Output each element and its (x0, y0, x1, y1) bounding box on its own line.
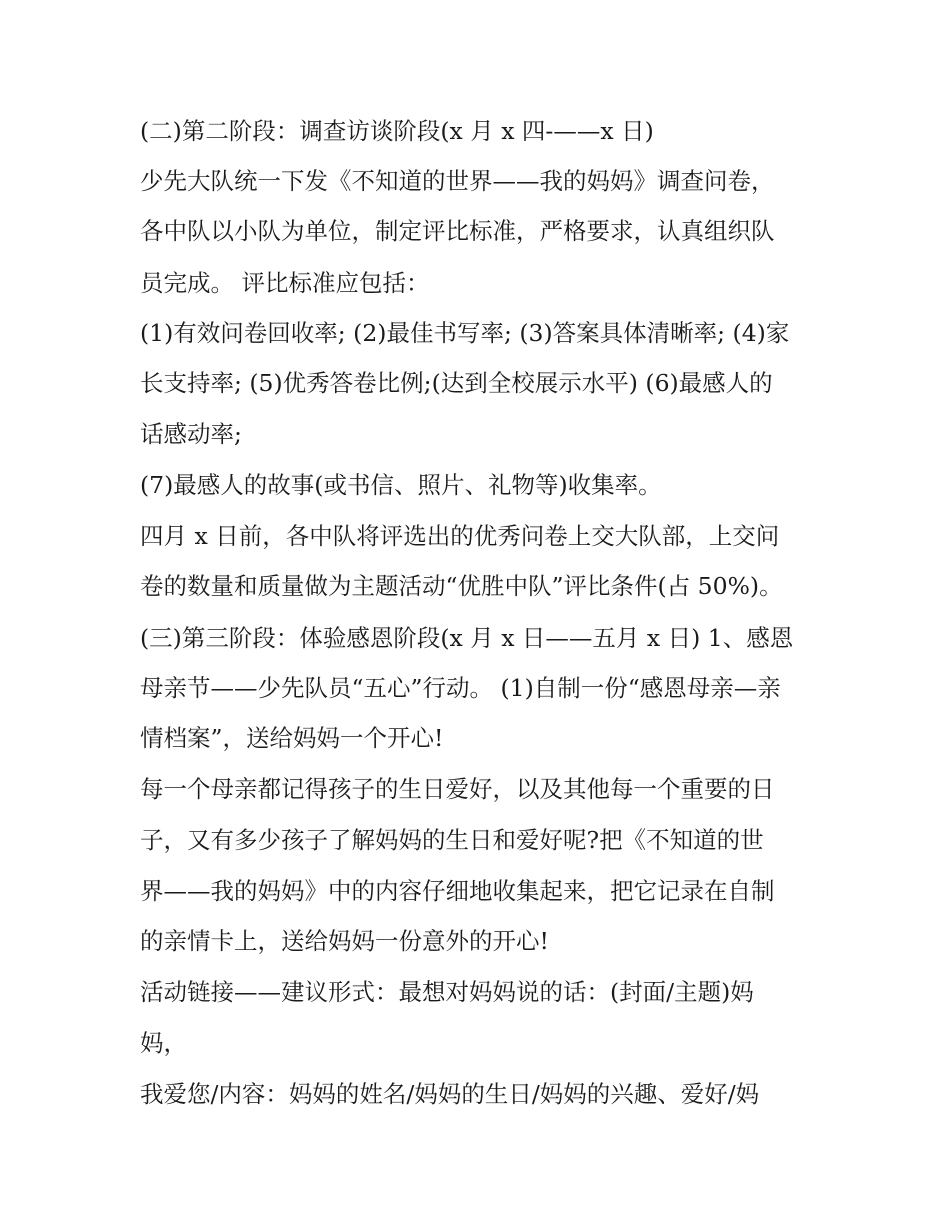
text-line: 话感动率; (140, 420, 242, 448)
text-line: (1)有效问卷回收率; (2)最佳书写率; (3)答案具体清晰率; (4)家 (140, 319, 790, 347)
text-line: 我爱您/内容：妈妈的姓名/妈妈的生日/妈妈的兴趣、爱好/妈 (140, 1080, 760, 1108)
text-line: 界——我的妈妈》中的内容仔细地收集起来，把它记录在自制 (140, 877, 775, 905)
text-line: 每一个母亲都记得孩子的生日爱好，以及其他每一个重要的日 (140, 775, 775, 803)
text-line: (二)第二阶段：调查访谈阶段(x 月 x 四-——x 日) (140, 117, 654, 145)
text-line: 卷的数量和质量做为主题活动“优胜中队”评比条件(占 50%)。 (140, 572, 783, 600)
text-line: 长支持率; (5)优秀答卷比例;(达到全校展示水平) (6)最感人的 (140, 369, 773, 397)
text-line: 少先大队统一下发《不知道的世界——我的妈妈》调查问卷， (140, 167, 775, 195)
text-line: 四月 x 日前，各中队将评选出的优秀问卷上交大队部，上交问 (140, 522, 780, 550)
text-line: 的亲情卡上，送给妈妈一份意外的开心! (140, 927, 549, 955)
text-line: 情档案”，送给妈妈一个开心! (140, 724, 444, 752)
text-line: 妈， (140, 1029, 187, 1057)
text-line: 子，又有多少孩子了解妈妈的生日和爱好呢?把《不知道的世 (140, 826, 764, 854)
text-line: 母亲节——少先队员“五心”行动。 (1)自制一份“感恩母亲—亲 (140, 674, 781, 702)
text-line: 活动链接——建议形式：最想对妈妈说的话：(封面/主题)妈 (140, 978, 754, 1006)
text-line: 员完成。 评比标准应包括： (140, 269, 430, 297)
text-line: (7)最感人的故事(或书信、照片、礼物等)收集率。 (140, 471, 662, 499)
text-line: (三)第三阶段：体验感恩阶段(x 月 x 日——五月 x 日) 1、感恩 (140, 624, 794, 652)
text-line: 各中队以小队为单位，制定评比标准，严格要求，认真组织队 (140, 217, 775, 245)
